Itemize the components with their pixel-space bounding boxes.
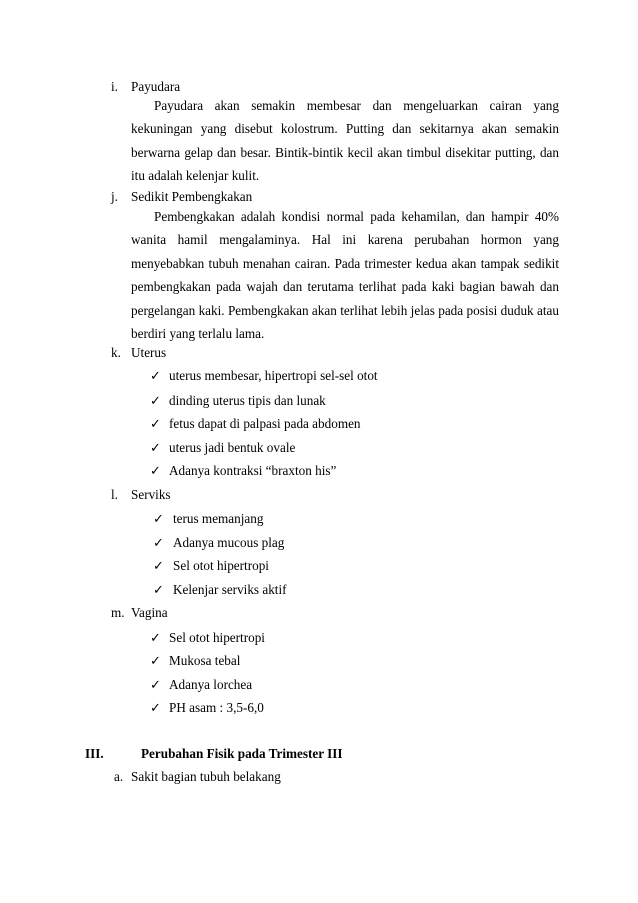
heading-pembengkakan: Sedikit Pembengkakan bbox=[131, 189, 253, 204]
item-marker-j: j. bbox=[111, 189, 118, 204]
checkmark-icon: ✓ bbox=[150, 440, 161, 455]
heading-uterus: Uterus bbox=[131, 345, 167, 360]
heading-serviks: Serviks bbox=[131, 487, 171, 502]
serviks-item: terus memanjang bbox=[173, 511, 264, 526]
item-marker-k: k. bbox=[111, 345, 121, 360]
chapter-title: Perubahan Fisik pada Trimester III bbox=[141, 746, 343, 761]
heading-vagina: Vagina bbox=[131, 605, 168, 620]
checkmark-icon: ✓ bbox=[150, 677, 161, 692]
chapter-number: III. bbox=[85, 746, 104, 761]
checkmark-icon: ✓ bbox=[153, 535, 164, 550]
uterus-item: uterus membesar, hipertropi sel-sel otot bbox=[169, 368, 378, 383]
uterus-item: Adanya kontraksi “braxton his” bbox=[169, 463, 337, 478]
checkmark-icon: ✓ bbox=[150, 630, 161, 645]
vagina-item: PH asam : 3,5-6,0 bbox=[169, 700, 264, 715]
checkmark-icon: ✓ bbox=[150, 368, 161, 383]
heading-payudara: Payudara bbox=[131, 79, 181, 94]
item-marker-a: a. bbox=[114, 769, 124, 784]
checkmark-icon: ✓ bbox=[150, 700, 161, 715]
uterus-item: uterus jadi bentuk ovale bbox=[169, 440, 296, 455]
item-marker-l: l. bbox=[111, 487, 118, 502]
checkmark-icon: ✓ bbox=[153, 558, 164, 573]
serviks-item: Kelenjar serviks aktif bbox=[173, 582, 287, 597]
checkmark-icon: ✓ bbox=[150, 463, 161, 478]
checkmark-icon: ✓ bbox=[153, 582, 164, 597]
item-marker-m: m. bbox=[111, 605, 125, 620]
serviks-item: Sel otot hipertropi bbox=[173, 558, 269, 573]
uterus-item: fetus dapat di palpasi pada abdomen bbox=[169, 416, 361, 431]
checkmark-icon: ✓ bbox=[150, 653, 161, 668]
checkmark-icon: ✓ bbox=[150, 416, 161, 431]
heading-sakit-belakang: Sakit bagian tubuh belakang bbox=[131, 769, 281, 784]
checkmark-icon: ✓ bbox=[150, 393, 161, 408]
vagina-item: Sel otot hipertropi bbox=[169, 630, 265, 645]
paragraph-payudara: Payudara akan semakin membesar dan mengeluarkan cairan yang kekuningan yang disebut kolostrum. Putting dan sekitarnya akan semakin berwarna gelap dan besar. Bintik-bintik kecil akan timbul disekitar putting, dan itu adalah kelenjar kulit. bbox=[131, 98, 559, 184]
item-marker-i: i. bbox=[111, 79, 118, 94]
vagina-item: Adanya lorchea bbox=[169, 677, 253, 692]
paragraph-pembengkakan: Pembengkakan adalah kondisi normal pada kehamilan, dan hampir 40% wanita hamil mengalaminya. Hal ini karena perubahan hormon yang menyebabkan tubuh menahan cairan. Pada trimester kedua akan tampak sedikit pembengkakan pada wajah dan terutama terlihat pada kaki bagian bawah dan pergelangan kaki. Pembengkakan akan terlihat lebih jelas pada posisi duduk atau berdiri yang terlalu lama. bbox=[131, 209, 559, 342]
checkmark-icon: ✓ bbox=[153, 511, 164, 526]
vagina-item: Mukosa tebal bbox=[169, 653, 241, 668]
uterus-item: dinding uterus tipis dan lunak bbox=[169, 393, 326, 408]
serviks-item: Adanya mucous plag bbox=[173, 535, 285, 550]
